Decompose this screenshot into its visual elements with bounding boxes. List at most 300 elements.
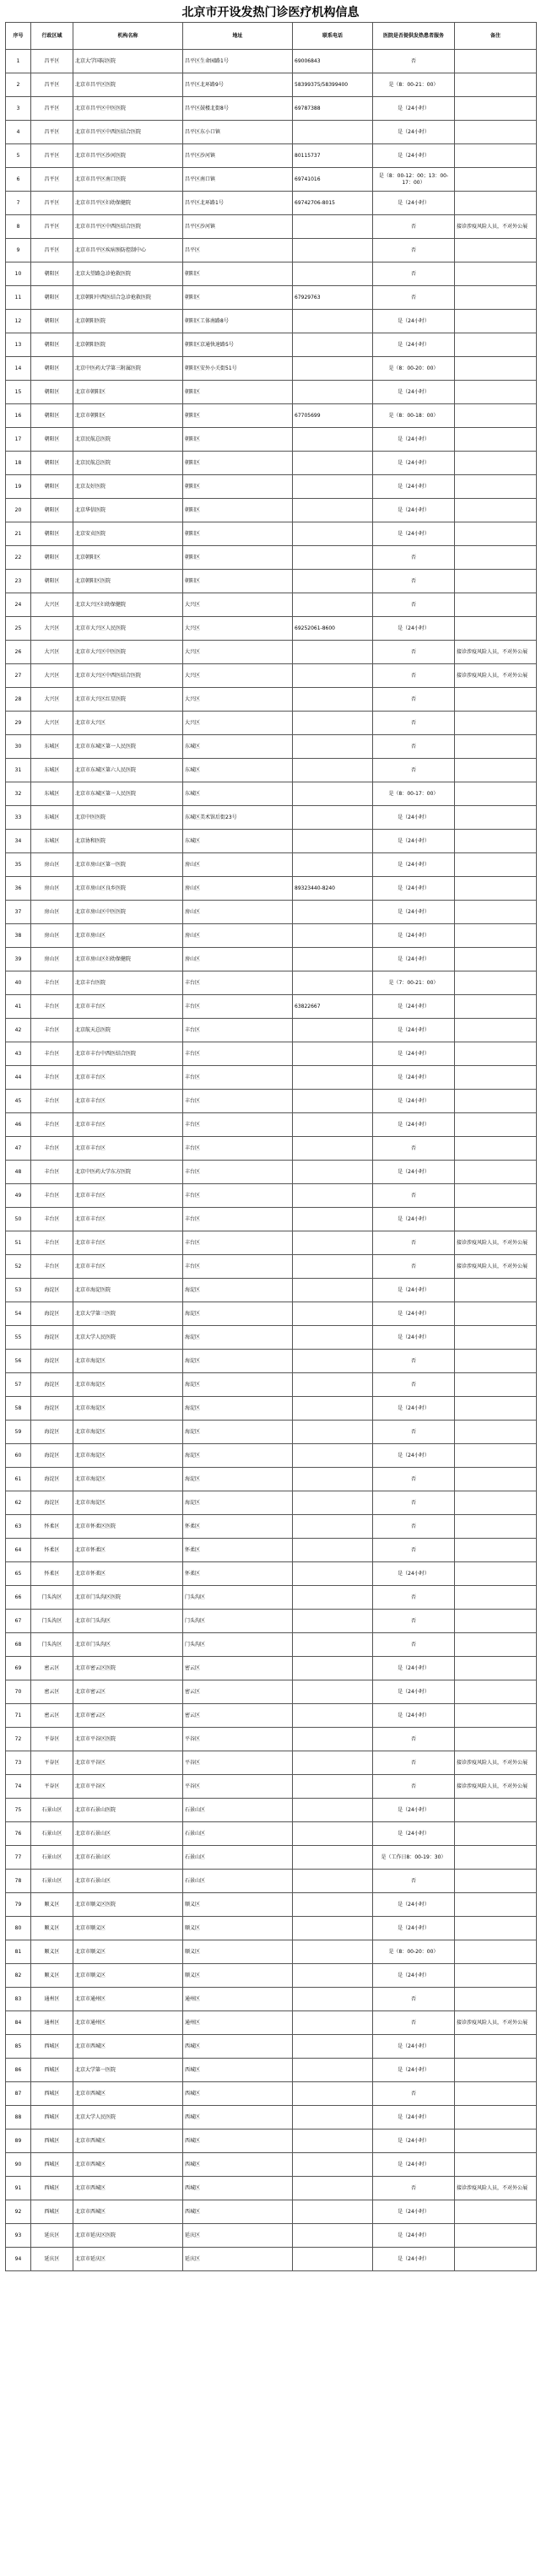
cell-no: 2 [6,73,31,97]
cell-open: 是（24小时） [373,2200,455,2224]
cell-address: 石景山区 [183,1870,293,1893]
cell-no: 78 [6,1870,31,1893]
cell-note [455,735,537,759]
cell-address: 丰台区 [183,1019,293,1042]
cell-no: 10 [6,262,31,286]
cell-note [455,2059,537,2082]
cell-address: 通州区 [183,1988,293,2011]
cell-open: 否 [373,1255,455,1279]
cell-district: 门头沟区 [31,1633,73,1657]
cell-address: 西城区 [183,2130,293,2153]
cell-name: 北京市石景山区 [73,1870,183,1893]
cell-address: 门头沟区 [183,1586,293,1610]
cell-phone [293,1633,373,1657]
cell-no: 9 [6,239,31,262]
cell-note [455,1326,537,1350]
cell-name: 北京市通州区 [73,2011,183,2035]
cell-phone [293,1090,373,1113]
cell-name: 北京市怀柔区 [73,1562,183,1586]
cell-address: 通州区 [183,2011,293,2035]
table-row [6,1161,537,1184]
cell-note [455,948,537,971]
cell-open: 是（8：00-17：00） [373,782,455,806]
cell-no: 19 [6,475,31,499]
cell-phone [293,1846,373,1870]
table-row [6,1562,537,1586]
cell-open: 是（24小时） [373,1302,455,1326]
cell-district: 大兴区 [31,712,73,735]
cell-phone [293,1066,373,1090]
cell-note [455,357,537,381]
cell-name: 北京丰台医院 [73,971,183,995]
cell-district: 延庆区 [31,2248,73,2271]
cell-open: 是（24小时） [373,121,455,144]
cell-district: 密云区 [31,1704,73,1728]
cell-name: 北京市丰台区 [73,1208,183,1231]
cell-district: 丰台区 [31,1231,73,1255]
cell-no: 79 [6,1893,31,1917]
cell-open: 否 [373,641,455,664]
cell-no: 63 [6,1515,31,1539]
cell-note [455,1870,537,1893]
table-row [6,1090,537,1113]
cell-phone [293,2035,373,2059]
cell-note [455,830,537,853]
cell-address: 东城区 [183,735,293,759]
cell-phone: 67705699 [293,404,373,428]
cell-open: 是（24小时） [373,2059,455,2082]
cell-open: 是（24小时） [373,1444,455,1468]
cell-open: 是（24小时） [373,1657,455,1680]
cell-name: 北京市密云区医院 [73,1657,183,1680]
cell-note [455,1090,537,1113]
cell-name: 北京市丰台区 [73,1255,183,1279]
cell-district: 昌平区 [31,192,73,215]
cell-phone: 67929763 [293,286,373,310]
cell-district: 丰台区 [31,1137,73,1161]
cell-no: 58 [6,1397,31,1421]
cell-no: 51 [6,1231,31,1255]
cell-address: 房山区 [183,901,293,924]
cell-name: 北京市房山区妇幼保健院 [73,948,183,971]
table-row [6,1468,537,1491]
cell-note: 接诊涉疫风险人员，不对外公展 [455,2177,537,2200]
cell-district: 昌平区 [31,239,73,262]
cell-district: 朝阳区 [31,546,73,570]
cell-no: 90 [6,2153,31,2177]
cell-address: 昌平区北环路9号 [183,73,293,97]
cell-phone [293,1988,373,2011]
table-row [6,1988,537,2011]
cell-district: 东城区 [31,759,73,782]
cell-address: 昌平区南口镇 [183,168,293,192]
cell-note [455,97,537,121]
cell-district: 丰台区 [31,1042,73,1066]
cell-name: 北京市门头沟区 [73,1610,183,1633]
cell-no: 61 [6,1468,31,1491]
cell-name: 北京市西城区 [73,2153,183,2177]
cell-open: 是（24小时） [373,1893,455,1917]
cell-no: 39 [6,948,31,971]
cell-phone [293,381,373,404]
cell-district: 石景山区 [31,1799,73,1822]
cell-note [455,924,537,948]
cell-open: 否 [373,2177,455,2200]
cell-district: 海淀区 [31,1279,73,1302]
cell-phone [293,2224,373,2248]
cell-open: 否 [373,215,455,239]
cell-address: 丰台区 [183,1208,293,1231]
cell-name: 北京朝阳区 [73,546,183,570]
cell-name: 北京市西城区 [73,2035,183,2059]
table-row [6,1515,537,1539]
cell-open: 是（24小时） [373,522,455,546]
cell-open: 否 [373,1586,455,1610]
cell-no: 25 [6,617,31,641]
header-row [6,23,537,50]
cell-no: 55 [6,1326,31,1350]
cell-address: 朝阳区 [183,404,293,428]
table-row [6,2224,537,2248]
cell-no: 34 [6,830,31,853]
cell-phone [293,1799,373,1822]
cell-no: 84 [6,2011,31,2035]
cell-district: 朝阳区 [31,262,73,286]
table-row [6,924,537,948]
cell-name: 北京市大兴区 [73,712,183,735]
cell-no: 49 [6,1184,31,1208]
cell-note [455,971,537,995]
cell-phone [293,948,373,971]
cell-phone [293,475,373,499]
cell-phone [293,1113,373,1137]
cell-note [455,310,537,333]
cell-no: 73 [6,1751,31,1775]
cell-phone [293,759,373,782]
cell-district: 通州区 [31,2011,73,2035]
table-row [6,664,537,688]
cell-no: 72 [6,1728,31,1751]
table-row [6,617,537,641]
cell-district: 海淀区 [31,1421,73,1444]
cell-name: 北京协和医院 [73,830,183,853]
cell-note [455,1161,537,1184]
cell-no: 31 [6,759,31,782]
cell-name: 北京市石景山区 [73,1822,183,1846]
table-row [6,1137,537,1161]
cell-no: 6 [6,168,31,192]
cell-open: 是（24小时） [373,2035,455,2059]
cell-no: 12 [6,310,31,333]
cell-note [455,1397,537,1421]
cell-district: 丰台区 [31,1090,73,1113]
cell-no: 82 [6,1964,31,1988]
cell-name: 北京市西城区 [73,2177,183,2200]
cell-address: 丰台区 [183,1184,293,1208]
cell-phone [293,1161,373,1184]
cell-address: 平谷区 [183,1751,293,1775]
table-row [6,1113,537,1137]
cell-open: 否 [373,1751,455,1775]
table-row [6,1302,537,1326]
table-row [6,1728,537,1751]
table-row [6,782,537,806]
cell-phone: 58399375/58399400 [293,73,373,97]
table-row [6,452,537,475]
cell-name: 北京市海淀区 [73,1350,183,1373]
cell-phone [293,1373,373,1397]
cell-district: 石景山区 [31,1846,73,1870]
cell-address: 丰台区 [183,1113,293,1137]
cell-name: 北京中医药大学第三附属医院 [73,357,183,381]
cell-note [455,73,537,97]
cell-no: 23 [6,570,31,593]
cell-name: 北京市怀柔区医院 [73,1515,183,1539]
cell-district: 海淀区 [31,1302,73,1326]
table-row [6,2130,537,2153]
cell-name: 北京市东城区第六人民医院 [73,759,183,782]
cell-name: 北京市石景山区 [73,1846,183,1870]
cell-open: 是（24小时） [373,192,455,215]
cell-open: 是（24小时） [373,499,455,522]
cell-address: 昌平区沙河镇 [183,215,293,239]
cell-name: 北京市海淀区 [73,1373,183,1397]
cell-name: 北京市朝阳区 [73,381,183,404]
cell-address: 朝阳区 [183,522,293,546]
table-row [6,2059,537,2082]
cell-no: 29 [6,712,31,735]
cell-name: 北京市海淀区 [73,1468,183,1491]
cell-open: 是（24小时） [373,2130,455,2153]
cell-district: 朝阳区 [31,357,73,381]
cell-note [455,121,537,144]
table-row [6,2200,537,2224]
cell-phone: 80115737 [293,144,373,168]
cell-address: 西城区 [183,2035,293,2059]
table-row [6,2248,537,2271]
table-row [6,215,537,239]
cell-phone [293,2059,373,2082]
cell-district: 海淀区 [31,1350,73,1373]
cell-name: 北京市昌平区医院 [73,73,183,97]
cell-phone [293,1917,373,1940]
cell-open: 否 [373,1468,455,1491]
cell-phone: 69742706-8015 [293,192,373,215]
table-row [6,806,537,830]
cell-no: 81 [6,1940,31,1964]
cell-no: 38 [6,924,31,948]
cell-phone [293,239,373,262]
cell-address: 西城区 [183,2177,293,2200]
cell-district: 海淀区 [31,1491,73,1515]
cell-name: 北京市门头沟区 [73,1633,183,1657]
cell-no: 1 [6,50,31,73]
cell-open: 否 [373,688,455,712]
cell-open: 否 [373,1373,455,1397]
cell-district: 房山区 [31,901,73,924]
cell-note [455,1539,537,1562]
table-row [6,830,537,853]
cell-name: 北京朝阳医院 [73,310,183,333]
cell-phone [293,357,373,381]
cell-note [455,1657,537,1680]
cell-note [455,1491,537,1515]
cell-district: 昌平区 [31,50,73,73]
cell-open: 是（24小时） [373,1326,455,1350]
cell-open: 是（8：00-12：00；13：00-17：00） [373,168,455,192]
cell-name: 北京朝阳区医院 [73,570,183,593]
cell-district: 东城区 [31,735,73,759]
table-row [6,735,537,759]
cell-open: 是（24小时） [373,2106,455,2130]
cell-address: 昌平区生命园路1号 [183,50,293,73]
cell-no: 15 [6,381,31,404]
cell-phone [293,1042,373,1066]
cell-no: 13 [6,333,31,357]
cell-district: 海淀区 [31,1444,73,1468]
cell-open: 是（24小时） [373,830,455,853]
cell-no: 62 [6,1491,31,1515]
cell-address: 昌平区北环路1号 [183,192,293,215]
cell-name: 北京市东城区第一人民医院 [73,735,183,759]
cell-phone: 69252061-8600 [293,617,373,641]
cell-phone [293,452,373,475]
cell-address: 密云区 [183,1704,293,1728]
cell-note [455,1421,537,1444]
table-row [6,853,537,877]
cell-phone [293,1350,373,1373]
cell-address: 海淀区 [183,1397,293,1421]
cell-address: 房山区 [183,853,293,877]
cell-note [455,2130,537,2153]
cell-open: 否 [373,1610,455,1633]
cell-no: 7 [6,192,31,215]
cell-phone [293,1515,373,1539]
cell-phone [293,971,373,995]
table-row [6,1870,537,1893]
cell-phone [293,901,373,924]
table-row [6,1350,537,1373]
cell-open: 否 [373,1728,455,1751]
cell-note [455,1444,537,1468]
cell-open: 是（24小时） [373,877,455,901]
cell-open: 否 [373,735,455,759]
table-row [6,499,537,522]
cell-district: 丰台区 [31,1161,73,1184]
cell-address: 延庆区 [183,2224,293,2248]
cell-address: 顺义区 [183,1964,293,1988]
cell-name: 北京市昌平区妇幼保健院 [73,192,183,215]
cell-address: 朝阳区 [183,499,293,522]
cell-district: 丰台区 [31,1255,73,1279]
cell-open: 是（24小时） [373,617,455,641]
cell-open: 是（24小时） [373,901,455,924]
cell-district: 朝阳区 [31,428,73,452]
cell-name: 北京市丰台中西医结合医院 [73,1042,183,1066]
cell-district: 平谷区 [31,1728,73,1751]
cell-district: 平谷区 [31,1775,73,1799]
table-row [6,381,537,404]
cell-name: 北京市顺义区医院 [73,1893,183,1917]
cell-district: 密云区 [31,1657,73,1680]
cell-open: 否 [373,1231,455,1255]
cell-district: 丰台区 [31,995,73,1019]
cell-district: 丰台区 [31,1066,73,1090]
cell-address: 石景山区 [183,1799,293,1822]
table-row [6,1633,537,1657]
cell-no: 47 [6,1137,31,1161]
cell-no: 22 [6,546,31,570]
table-row [6,971,537,995]
table-row [6,333,537,357]
cell-note [455,1893,537,1917]
cell-open: 是（24小时） [373,97,455,121]
cell-district: 西城区 [31,2082,73,2106]
cell-district: 朝阳区 [31,452,73,475]
cell-phone [293,806,373,830]
cell-note: 接诊涉疫风险人员，不对外公展 [455,1231,537,1255]
cell-phone [293,2200,373,2224]
cell-phone [293,570,373,593]
cell-district: 平谷区 [31,1751,73,1775]
page-title: 北京市开设发热门诊医疗机构信息 [181,6,360,19]
cell-name: 北京市平谷区 [73,1775,183,1799]
cell-name: 北京市昌平区中医医院 [73,97,183,121]
cell-phone [293,1610,373,1633]
cell-district: 昌平区 [31,168,73,192]
cell-note [455,1468,537,1491]
cell-open: 否 [373,664,455,688]
table-row [6,1893,537,1917]
cell-address: 大兴区 [183,641,293,664]
cell-address: 海淀区 [183,1350,293,1373]
cell-address: 大兴区 [183,688,293,712]
cell-no: 35 [6,853,31,877]
cell-phone [293,1397,373,1421]
cell-phone [293,2011,373,2035]
cell-name: 北京中医药大学东方医院 [73,1161,183,1184]
cell-no: 80 [6,1917,31,1940]
table-body [6,50,537,2271]
cell-district: 昌平区 [31,73,73,97]
cell-open: 否 [373,1988,455,2011]
cell-district: 朝阳区 [31,381,73,404]
table-row [6,1657,537,1680]
table-row [6,1444,537,1468]
cell-name: 北京市延庆区医院 [73,2224,183,2248]
table-row [6,1279,537,1302]
cell-no: 26 [6,641,31,664]
cell-note [455,546,537,570]
cell-phone [293,499,373,522]
cell-no: 93 [6,2224,31,2248]
cell-name: 北京市平谷区医院 [73,1728,183,1751]
table-row [6,1610,537,1633]
cell-name: 北京市门头沟区医院 [73,1586,183,1610]
table-row [6,948,537,971]
table-row [6,2153,537,2177]
cell-no: 41 [6,995,31,1019]
cell-name: 北京市昌平区中西医结合医院 [73,121,183,144]
cell-no: 57 [6,1373,31,1397]
cell-open: 是（24小时） [373,1042,455,1066]
table-row [6,404,537,428]
table-row [6,2082,537,2106]
cell-name: 北京市丰台区 [73,1231,183,1255]
cell-note [455,1728,537,1751]
cell-open: 是（24小时） [373,310,455,333]
cell-district: 昌平区 [31,144,73,168]
